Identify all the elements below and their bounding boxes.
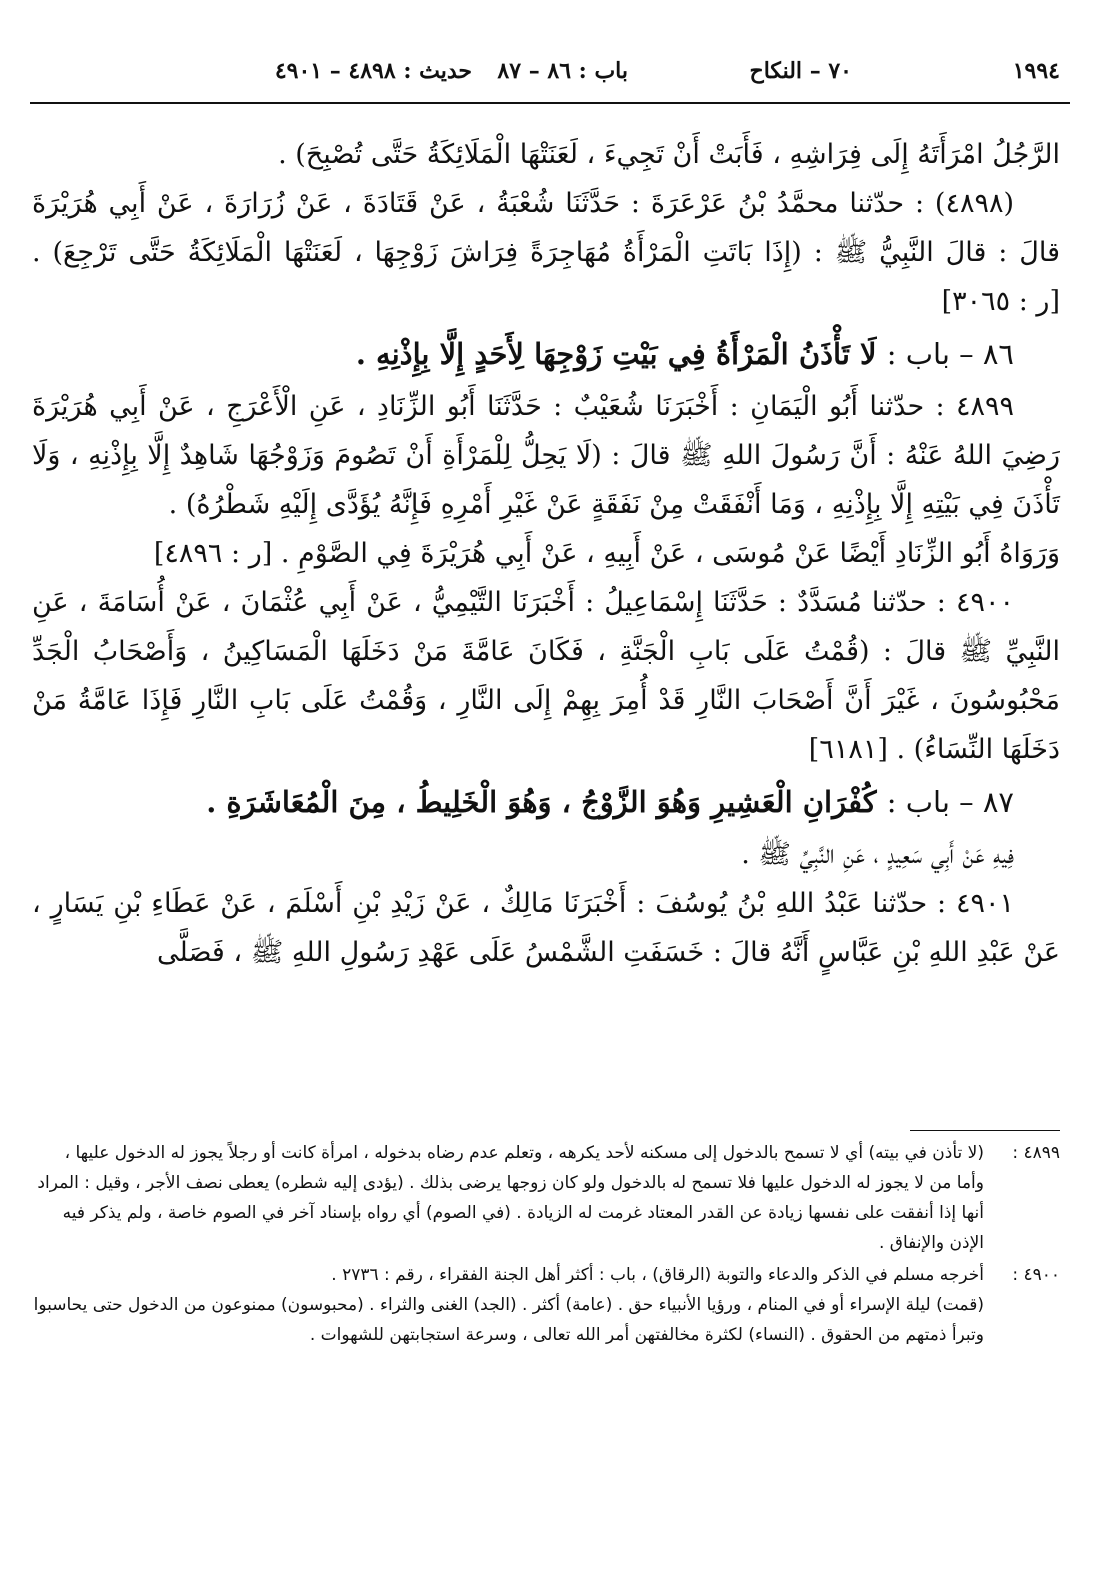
fihi-text: فِيهِ عَنْ أَبِي سَعِيدٍ ، عَنِ النَّبِيِّ ﷺ . — [741, 839, 1014, 870]
hadith-4901-text: ٤٩٠١ : حدّثنا عَبْدُ اللهِ بْنُ يُوسُفَ : أَخْبَرَنَا مَالِكٌ ، عَنْ زَيْدِ بْنِ أَسْلَمَ ، عَنْ عَطَاءِ بْنِ يَسَارٍ ، عَنْ عَبْدِ اللهِ بْنِ عَبَّاسٍ أَنَّهُ قالَ : خَسَفَتِ الشَّمْسُ عَلَى عَهْدِ رَسُولِ اللهِ ﷺ ، فَصَلَّى — [32, 888, 1060, 968]
footnote-line: (قمت) ليلة الإسراء أو في المنام ، ورؤيا الأنبياء حق . (عامة) أكثر . (الجد) الغنى والثراء . (محبوسون) ممنوعون من الدخول حتى يحاسبوا وتبرأ ذمتهم من الحقوق . (النساء) لكثرة مخالفتهن أمر الله تعالى ، وسرعة استجابتهن للشهوات . — [33, 1295, 984, 1345]
footnote-body — [32, 1138, 984, 1258]
bab-86-heading — [32, 326, 1060, 382]
book-title: ٧٠ – النكاح — [749, 58, 852, 84]
hadith-4901 — [32, 879, 1060, 977]
footnote-4899 — [32, 1138, 1060, 1258]
footnote-line: (لا تأذن في بيته) أي لا تسمح بالدخول إلى مسكنه لأحد يكرهه ، وتعلم عدم رضاه بدخوله ، امرأة كانت أو رجلاً يجوز له الدخول عليها ، وأما من لا يجوز له الدخول عليها فلا تسمح له بالدخول ولو كان زوجها يرضى بذلك . (يؤدى إليه شطره) يعطى نصف الأجر ، وقيل : المراد أنها إذا أنفقت على نفسها زيادة عن القدر المعتاد غرمت له الزيادة . (في الصوم) أي رواه بإسناد آخر في الصوم خاصة ، ولم يذكر فيه الإذن والإنفاق . — [37, 1143, 984, 1253]
riwayah-text: وَرَوَاهُ أَبُو الزِّنَادِ أَيْضًا عَنْ مُوسَى ، عَنْ أَبِيهِ ، عَنْ أَبِي هُرَيْرَةَ فِي الصَّوْمِ . — [280, 538, 1060, 569]
hadith-4898 — [32, 179, 1060, 326]
main-text — [32, 130, 1060, 977]
footnote-line: أخرجه مسلم في الذكر والدعاء والتوبة (الرقاق) ، باب : أكثر أهل الجنة الفقراء ، رقم : ٢٧٣٦ . — [331, 1265, 984, 1285]
running-header — [40, 58, 1060, 98]
hadith-4899 — [32, 382, 1060, 529]
cross-reference: [ر : ٣٠٦٥] — [941, 286, 1060, 317]
riwayah-paragraph — [32, 529, 1060, 578]
hadith-4900-text: ٤٩٠٠ : حدّثنا مُسَدَّدٌ : حَدَّثَنَا إِسْمَاعِيلُ : أَخْبَرَنَا التَّيْمِيُّ ، عَنْ أَبِي عُثْمَانَ ، عَنْ أُسَامَةَ ، عَنِ النَّبِيِّ ﷺ قالَ : (قُمْتُ عَلَى بَابِ الْجَنَّةِ ، فَكَانَ عَامَّةَ مَنْ دَخَلَهَا الْمَسَاكِينُ ، وَأَصْحَابُ الْجَدِّ مَحْبُوسُونَ ، غَيْرَ أَنَّ أَصْحَابَ النَّارِ قَدْ أُمِرَ بِهِمْ إِلَى النَّارِ ، وَقُمْتُ عَلَى بَابِ النَّارِ فَإِذَا عَامَّةُ مَنْ دَخَلَهَا النِّسَاءُ) . — [32, 587, 1060, 765]
footnote-body — [32, 1260, 984, 1350]
bab-87-heading — [32, 774, 1060, 830]
hadith-range: حديث : ٤٨٩٨ – ٤٩٠١ — [274, 58, 472, 84]
hadith-4899-text: ٤٨٩٩ : حدّثنا أَبُو الْيَمَانِ : أَخْبَرَنَا شُعَيْبٌ : حَدَّثَنَا أَبُو الزِّنَادِ ، عَنِ الْأَعْرَجِ ، عَنْ أَبِي هُرَيْرَةَ رَضِيَ اللهُ عَنْهُ : أَنَّ رَسُولَ اللهِ ﷺ قالَ : (لَا يَحِلُّ لِلْمَرْأَةِ أَنْ تَصُومَ وَزَوْجُهَا شَاهِدٌ إِلَّا بِإِذْنِهِ ، وَلَا تَأْذَنَ فِي بَيْتِهِ إِلَّا بِإِذْنِهِ ، وَمَا أَنْفَقَتْ مِنْ نَفَقَةٍ عَنْ غَيْرِ أَمْرِهِ فَإِنَّهُ يُؤَدَّى إِلَيْهِ شَطْرُهُ) . — [32, 391, 1060, 520]
fihi-paragraph — [32, 830, 1060, 879]
hadith-4898-text: (٤٨٩٨) : حدّثنا محمَّدُ بْنُ عَرْعَرَةَ : حَدَّثَنَا شُعْبَةُ ، عَنْ قَتَادَةَ ، عَنْ زُرَارَةَ ، عَنْ أَبِي هُرَيْرَةَ قالَ : قالَ النَّبِيُّ ﷺ : (إِذَا بَاتَتِ الْمَرْأَةُ مُهَاجِرَةً فِرَاشَ زَوْجِهَا ، لَعَنَتْهَا الْمَلَائِكَةُ حَتَّى تَرْجِعَ) . — [32, 188, 1060, 268]
footnotes — [32, 1138, 1060, 1352]
bab-range: باب : ٨٦ – ٨٧ — [497, 58, 628, 84]
footnote-4900 — [32, 1260, 1060, 1350]
bab-87-title: كُفْرَانِ الْعَشِيرِ وَهُوَ الزَّوْجُ ، وَهُوَ الْخَلِيطُ ، مِنَ الْمُعَاشَرَةِ . — [206, 785, 877, 819]
header-divider — [30, 102, 1070, 104]
page-number: ١٩٩٤ — [1012, 58, 1060, 84]
footnote-number: ٤٨٩٩ : — [1012, 1143, 1060, 1163]
bab-87-number: ٨٧ – باب : — [886, 785, 1014, 819]
hadith-4900 — [32, 578, 1060, 774]
bab-86-number: ٨٦ – باب : — [886, 337, 1014, 371]
cross-reference: [ر : ٤٨٩٦] — [153, 538, 273, 569]
footnote-number: ٤٩٠٠ : — [1012, 1265, 1060, 1285]
footnote-divider — [910, 1130, 1060, 1131]
continuation-text: الرَّجُلُ امْرَأَتَهُ إِلَى فِرَاشِهِ ، فَأَبَتْ أَنْ تَجِيءَ ، لَعَنَتْهَا الْمَلَائِكَةُ حَتَّى تُصْبِحَ) . — [278, 139, 1060, 170]
continuation-paragraph — [32, 130, 1060, 179]
bab-86-title: لَا تَأْذَنُ الْمَرْأَةُ فِي بَيْتِ زَوْجِهَا لِأَحَدٍ إِلَّا بِإِذْنِهِ . — [355, 337, 877, 371]
cross-reference: [٦١٨١] — [808, 734, 888, 765]
